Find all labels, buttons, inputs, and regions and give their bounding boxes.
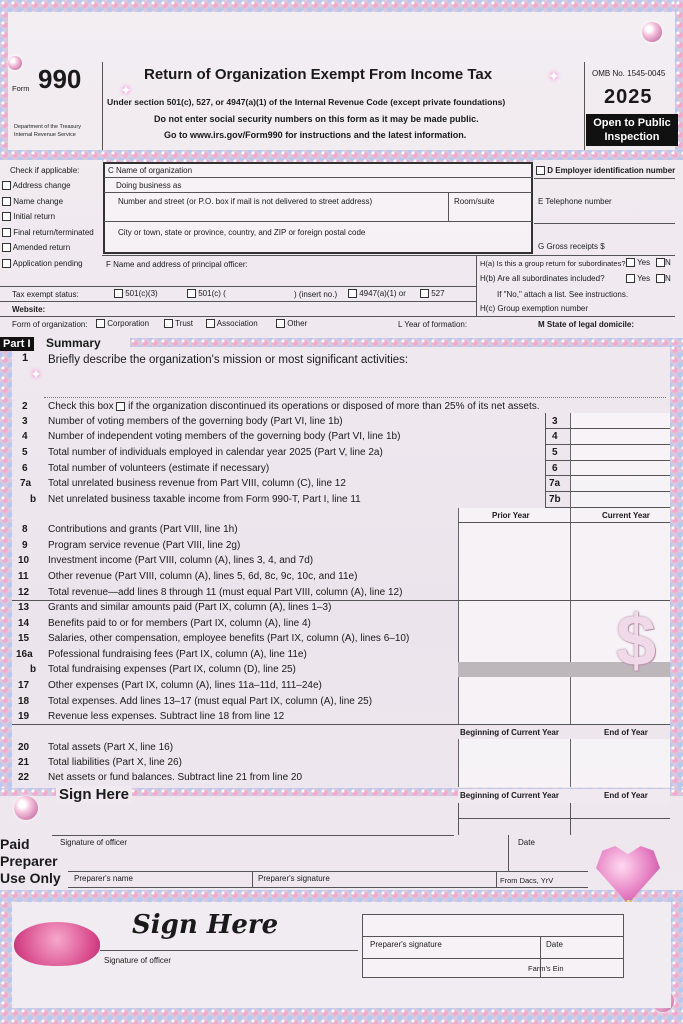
- sign-here-label: Sign Here: [56, 786, 132, 803]
- hb-yes[interactable]: [626, 274, 650, 283]
- preparer-name-label: Preparer's name: [74, 874, 133, 883]
- ha-text: H(a) Is this a group return for subordinates?: [480, 259, 626, 268]
- city-label: City or town, state or province, country, and ZIP or foreign postal code: [118, 228, 366, 237]
- checkbox[interactable]: [2, 228, 11, 237]
- part-one-title: Summary: [45, 336, 101, 350]
- line-number: 21: [18, 757, 30, 768]
- principal-officer-label: F Name and address of principal officer:: [106, 260, 248, 269]
- line-number: 13: [18, 602, 30, 613]
- line-2-check-label: Check this box: [48, 401, 114, 412]
- line-number: 18: [18, 696, 30, 707]
- checkbox-label: Amended return: [12, 243, 71, 252]
- sign-end-year: End of Year: [604, 791, 648, 800]
- ssn-notice: Do not enter social security numbers on this form as it may be made public.: [154, 114, 479, 124]
- line-2-text: [48, 401, 540, 412]
- line-number: 15: [18, 633, 30, 644]
- org-type-label: Trust: [175, 319, 194, 328]
- checkbox-label: Name change: [13, 197, 64, 206]
- org-type-label: Association: [216, 319, 258, 328]
- tax-year: [604, 86, 653, 109]
- date-divider: [508, 835, 509, 871]
- prior-year-column[interactable]: [458, 508, 570, 724]
- checkbox-application-pending[interactable]: [2, 259, 83, 268]
- checkbox[interactable]: [536, 166, 545, 175]
- date-label: Date: [518, 838, 535, 847]
- line-text: Total number of volunteers (estimate if necessary): [48, 463, 270, 474]
- status-501c3[interactable]: [114, 289, 158, 298]
- checkbox[interactable]: [656, 258, 665, 267]
- org-trust[interactable]: [164, 319, 193, 328]
- row-divider: [0, 316, 675, 317]
- checkbox[interactable]: [187, 289, 196, 298]
- checkbox[interactable]: [2, 197, 11, 206]
- open-to-public-badge: [586, 114, 678, 146]
- end-of-year-header: End of Year: [604, 728, 648, 737]
- line-text: Total assets (Part X, line 16): [48, 742, 174, 753]
- dollar-sign-icon: $: [616, 601, 657, 681]
- left-jewel-border-top: [0, 0, 8, 160]
- checkbox[interactable]: [206, 319, 215, 328]
- ein-field[interactable]: [534, 178, 675, 179]
- row-rule: [545, 428, 670, 429]
- line-number: 5: [22, 447, 28, 458]
- checkbox[interactable]: [2, 243, 11, 252]
- paid-text: Paid: [0, 836, 30, 852]
- bottom-signature-line[interactable]: [100, 950, 358, 951]
- row-rule: [458, 818, 670, 819]
- street-field[interactable]: [104, 221, 532, 222]
- status-4947[interactable]: [348, 289, 406, 298]
- checkbox-label: Application pending: [12, 259, 83, 268]
- checkbox[interactable]: [626, 274, 635, 283]
- room-divider: [448, 192, 449, 221]
- line-text: Program service revenue (Part VIII, line 2g): [48, 540, 241, 551]
- form-subtitle: Under section 501(c), 527, or 4947(a)(1) of the Internal Revenue Code (except private foundations): [107, 97, 506, 107]
- organization-info-box: [103, 162, 533, 254]
- line-number: 17: [18, 680, 30, 691]
- bottom-preparer-signature-label: Preparer's signature: [370, 940, 442, 949]
- part-one-label: Part I: [0, 337, 34, 351]
- no-label: N: [665, 274, 671, 283]
- current-year-header: Current Year: [602, 511, 650, 520]
- hb-question: H(b) Are all subordinates included?: [480, 274, 605, 283]
- header-divider-left: [102, 62, 103, 150]
- line-number: 20: [18, 742, 30, 753]
- use-only-text: Use Only: [0, 870, 61, 886]
- form-of-org-label: Form of organization:: [12, 320, 88, 329]
- tax-exempt-status-label: Tax exempt status:: [12, 290, 79, 299]
- checkbox-address-change[interactable]: [2, 181, 71, 190]
- line-text: Benefits paid to or for members (Part IX, column (A), line 4): [48, 618, 311, 629]
- status-insert-no: ) (insert no.): [294, 290, 338, 299]
- sparkle-icon: ✦: [548, 68, 560, 84]
- gross-receipts-label: G Gross receipts $: [538, 242, 605, 251]
- line-text: Number of independent voting members of the governing body (Part VI, line 1b): [48, 431, 401, 442]
- lipstick-kiss-icon: [14, 922, 100, 966]
- street-label: Number and street (or P.O. box if mail is not delivered to street address): [118, 197, 373, 206]
- line-text: Net unrelated business taxable income from Form 990-T, Part I, line 11: [48, 494, 361, 505]
- treasury-dept: Department of the Treasury: [14, 124, 81, 130]
- line-text: Grants and similar amounts paid (Part IX, column (A), lines 1–3): [48, 602, 332, 613]
- bottom-sign-here: Sign Here: [132, 910, 279, 940]
- checkbox[interactable]: [626, 258, 635, 267]
- gem-decoration: [8, 56, 22, 70]
- line-number: 16a: [16, 649, 33, 660]
- preparer-signature-label: Preparer's signature: [258, 874, 330, 883]
- prior-year-header: Prior Year: [492, 511, 530, 520]
- line-text: Contributions and grants (Part VIII, line 1h): [48, 524, 238, 535]
- line-number: 6: [22, 463, 28, 474]
- top-jewel-border: [0, 0, 683, 12]
- gem-decoration: [642, 22, 662, 42]
- row-rule: [362, 958, 624, 959]
- checkbox-final-return[interactable]: [2, 228, 94, 237]
- website-label: Website:: [12, 305, 46, 314]
- checkbox[interactable]: [276, 319, 285, 328]
- bottom-signature-officer-label: Signature of officer: [104, 956, 172, 965]
- bottom-date-label: Date: [546, 940, 563, 949]
- header-divider-right: [584, 62, 585, 150]
- line-box-label: 5: [552, 447, 558, 458]
- year-of-formation-label: L Year of formation:: [398, 320, 468, 329]
- signature-officer-label: Signature of officer: [60, 838, 128, 847]
- sparkle-icon: ✦: [30, 366, 42, 382]
- line-number: 14: [18, 618, 30, 629]
- line-box-label: 4: [552, 431, 558, 442]
- summary-right-jewel-border: [670, 345, 683, 790]
- form-title: Return of Organization Exempt From Income Tax: [144, 66, 493, 83]
- dba-field[interactable]: [104, 192, 532, 193]
- row-rule: [545, 475, 670, 476]
- line-text: Salaries, other compensation, employee benefits (Part IX, column (A), lines 6–10): [48, 633, 410, 644]
- status-501c[interactable]: [187, 289, 226, 298]
- form-label: Form: [12, 84, 30, 93]
- summary-top-jewel-border: [130, 338, 683, 347]
- phone-label: E Telephone number: [538, 197, 612, 206]
- bottom-panel-left-jewel-border: [0, 890, 12, 1024]
- checkbox[interactable]: [348, 289, 357, 298]
- inspection-line: Inspection: [604, 131, 660, 143]
- line-number: 8: [22, 524, 28, 535]
- ein-label: [536, 166, 675, 175]
- ha-no[interactable]: [656, 258, 671, 267]
- line-number: 11: [18, 571, 29, 582]
- discontinued-checkbox[interactable]: [116, 402, 125, 411]
- signature-officer-line[interactable]: [52, 835, 454, 836]
- h-section-divider: [476, 255, 477, 317]
- line-2-rest: if the organization discontinued its operations or disposed of more than 25% of its net assets.: [128, 401, 540, 412]
- line-number: 4: [22, 431, 28, 442]
- line-number: 9: [22, 540, 28, 551]
- hb-note: If "No," attach a list. See instructions.: [497, 290, 629, 299]
- checkbox-label: Address change: [12, 181, 71, 190]
- state-domicile-label: M State of legal domicile:: [538, 320, 635, 329]
- checkbox-initial-return[interactable]: [2, 212, 55, 221]
- checkbox[interactable]: [2, 181, 11, 190]
- bottom-panel-top-jewel-border: [0, 890, 683, 902]
- no-label: N: [665, 258, 671, 267]
- line-text: Net assets or fund balances. Subtract line 21 from line 20: [48, 772, 303, 783]
- ein-text: D Employer identification number: [547, 166, 676, 175]
- column-divider: [496, 871, 497, 887]
- preparer-text: Preparer: [0, 853, 58, 869]
- bottom-jewel-border: [0, 1008, 683, 1024]
- org-type-label: Corporation: [107, 319, 150, 328]
- org-name-field[interactable]: [104, 177, 532, 178]
- line-text: Total expenses. Add lines 13–17 (must equal Part IX, column (A), line 25): [48, 696, 373, 707]
- row-divider: [0, 301, 476, 302]
- line-number: b: [30, 664, 37, 675]
- summary-left-jewel-border: [0, 345, 12, 790]
- omb-number: OMB No. 1545-0045: [592, 69, 666, 78]
- line-text: Number of voting members of the governing body (Part VI, line 1b): [48, 416, 343, 427]
- tax-year-value: 2025: [604, 86, 653, 108]
- part-one-header: [0, 334, 101, 352]
- row-rule: [458, 522, 670, 523]
- column-divider: [252, 871, 253, 887]
- line-text: Total fundraising expenses (Part IX, column (D), line 25): [48, 664, 296, 675]
- beginning-year-column[interactable]: [458, 739, 570, 787]
- checkbox[interactable]: [420, 289, 429, 298]
- checkbox[interactable]: [2, 212, 11, 221]
- checkbox[interactable]: [656, 274, 665, 283]
- yes-label: Yes: [637, 274, 651, 283]
- line-text: Total revenue—add lines 8 through 11 (must equal Part VIII, column (A), line 12): [48, 587, 403, 598]
- line-number: 7a: [20, 478, 32, 489]
- dba-label: Doing business as: [116, 181, 182, 190]
- line-number: 2: [22, 401, 28, 412]
- ha-yes[interactable]: [626, 258, 650, 267]
- line-box-label: 3: [552, 416, 558, 427]
- group-exemption-label: H(c) Group exemption number: [480, 304, 589, 313]
- hb-no[interactable]: [656, 274, 671, 283]
- row-rule: [545, 491, 670, 492]
- line-text: Other expenses (Part IX, column (A), lines 11a–11d, 111–24e): [48, 680, 322, 691]
- sign-beginning-year: Beginning of Current Year: [460, 791, 559, 800]
- status-label: 501(c) (: [198, 289, 226, 298]
- checkbox-name-change[interactable]: [2, 197, 63, 206]
- row-divider: [102, 255, 675, 256]
- checkbox-label: Initial return: [13, 212, 56, 221]
- yes-label: Yes: [637, 258, 651, 267]
- line-text: Pofessional fundraising fees (Part IX, column (A), line 11e): [48, 649, 307, 660]
- open-public-line: Open to Public: [593, 117, 671, 129]
- line-box-label: 7a: [549, 478, 561, 489]
- irs-label: Internal Revenue Service: [14, 132, 76, 138]
- firm-ein-label: Farm's Ein: [528, 964, 564, 973]
- org-association[interactable]: [206, 319, 258, 328]
- line-text: Other revenue (Part VIII, column (A), lines 5, 6d, 8c, 9c, 10c, and 11e): [48, 571, 358, 582]
- line-number: 12: [18, 587, 30, 598]
- preparer-row-top: [68, 871, 588, 872]
- line-number: b: [30, 494, 37, 505]
- form-number: 990: [38, 64, 82, 94]
- org-name-label: C Name of organization: [108, 166, 193, 175]
- paid-preparer-label: [0, 836, 61, 887]
- line-number: 19: [18, 711, 30, 722]
- status-label: 501(c)(3): [125, 289, 158, 298]
- checkbox[interactable]: [2, 259, 11, 268]
- end-year-column[interactable]: [570, 739, 670, 787]
- row-divider: [0, 286, 476, 287]
- preparer-row-bottom: [68, 887, 588, 888]
- mission-description-field[interactable]: [44, 370, 666, 398]
- from-dacs-label: From Dacs, YrV: [500, 876, 554, 885]
- org-corporation[interactable]: [96, 319, 149, 328]
- status-label: 527: [431, 289, 445, 298]
- column-divider: [458, 803, 459, 835]
- beginning-year-header: Beginning of Current Year: [460, 728, 559, 737]
- checkbox[interactable]: [114, 289, 123, 298]
- line-text: Investment income (Part VIII, column (A), lines 3, 4, and 7d): [48, 555, 314, 566]
- mission-prompt: Briefly describe the organization's mission or most significant activities:: [48, 354, 409, 366]
- org-type-label: Other: [287, 319, 308, 328]
- line-number: 1: [22, 352, 29, 364]
- line-text: Total number of individuals employed in calendar year 2025 (Part V, line 2a): [48, 447, 383, 458]
- phone-field[interactable]: [534, 223, 675, 224]
- line-text: Revenue less expenses. Subtract line 18 from line 12: [48, 711, 285, 722]
- checkbox-label: Final return/terminated: [13, 228, 94, 237]
- line-box-label: 7b: [549, 494, 561, 505]
- row-rule: [362, 936, 624, 937]
- org-other[interactable]: [276, 319, 307, 328]
- row-rule: [12, 724, 670, 725]
- row-rule: [12, 600, 670, 601]
- row-rule: [545, 460, 670, 461]
- irs-link[interactable]: Go to www.irs.gov/Form990 for instructions and the latest information.: [164, 130, 467, 140]
- line-number: 3: [22, 416, 28, 427]
- checkbox[interactable]: [96, 319, 105, 328]
- line-text: Total unrelated business revenue from Part VIII, column (C), line 12: [48, 478, 346, 489]
- gem-decoration: [14, 796, 38, 820]
- check-if-applicable: Check if applicable:: [10, 166, 80, 175]
- checkbox-amended-return[interactable]: [2, 243, 70, 252]
- line-box-label: 6: [552, 463, 558, 474]
- room-suite-label: Room/suite: [454, 197, 495, 206]
- status-label: 4947(a)(1) or: [359, 289, 406, 298]
- column-divider: [570, 803, 571, 835]
- line-text: Total liabilities (Part X, line 26): [48, 757, 182, 768]
- row-rule: [545, 444, 670, 445]
- checkbox[interactable]: [164, 319, 173, 328]
- line-number: 10: [18, 555, 30, 566]
- status-527[interactable]: [420, 289, 445, 298]
- sparkle-icon: ✦: [120, 82, 132, 98]
- group-return-question: [480, 259, 626, 268]
- line-number: 22: [18, 772, 30, 783]
